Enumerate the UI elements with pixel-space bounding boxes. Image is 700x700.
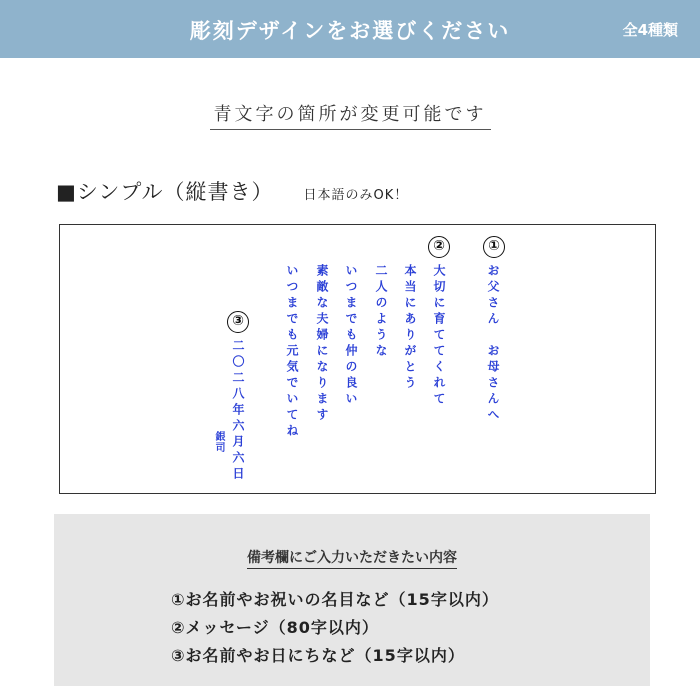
- marker-1: ①: [483, 236, 505, 258]
- input-instructions-panel: [54, 514, 650, 686]
- section-heading: [56, 176, 408, 206]
- subtitle-text: 青文字の箇所が変更可能です: [210, 100, 491, 130]
- field2-line: 本当にありがとう: [403, 264, 417, 392]
- instruction-item: ③お名前やお日にちなど（15字以内）: [171, 646, 465, 665]
- instructions-title-text: 備考欄にご入力いただきたい内容: [247, 550, 457, 569]
- section-title: ■シンプル（縦書き）: [56, 180, 274, 204]
- variant-count-badge: 全4種類: [622, 21, 678, 39]
- marker-2: ②: [428, 236, 450, 258]
- instruction-item: ②メッセージ（80字以内）: [171, 618, 379, 637]
- header-title: 彫刻デザインをお選びください: [189, 19, 511, 43]
- engraving-preview: [59, 224, 656, 494]
- field2-line: 素敵な夫婦になります: [315, 264, 329, 424]
- subtitle: [0, 100, 700, 130]
- field1-text: お父さん お母さんへ: [486, 264, 500, 424]
- field3-name: 銀司: [213, 431, 224, 453]
- instructions-list: [171, 586, 499, 670]
- field2-line: 大切に育ててくれて: [432, 264, 446, 408]
- field2-line: いつまでも仲の良い: [344, 264, 358, 408]
- marker-3: ③: [227, 311, 249, 333]
- field3-date: 二〇二八年六月六日: [231, 339, 245, 483]
- language-note: 日本語のみOK！: [303, 188, 409, 203]
- instructions-title: [54, 547, 650, 567]
- field2-line: いつまでも元気でいてね: [285, 264, 299, 440]
- instruction-item: ①お名前やお祝いの名目など（15字以内）: [171, 590, 499, 609]
- field2-line: 二人のような: [374, 264, 388, 360]
- header-banner: [0, 0, 700, 58]
